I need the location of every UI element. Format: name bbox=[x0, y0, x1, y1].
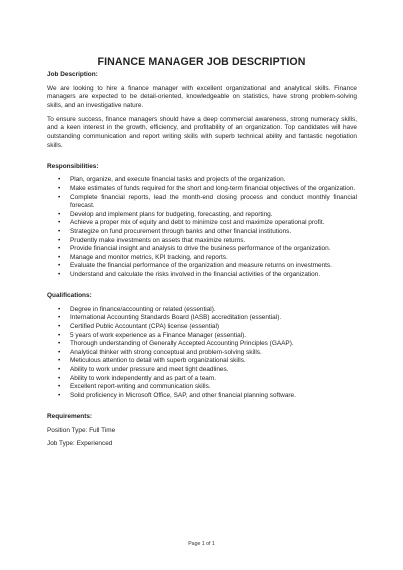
list-item: • Understand and calculate the risks involved in the financial activities of the organization. bbox=[70, 271, 357, 280]
responsibilities-list bbox=[47, 176, 357, 279]
job-type: Job Type: Experienced bbox=[47, 440, 113, 448]
list-item: • Thorough understanding of Generally Accepted Accounting Principles (GAAP). bbox=[70, 340, 357, 349]
list-item: • Analytical thinker with strong conceptual and problem-solving skills. bbox=[70, 349, 357, 358]
list-item: • Achieve a proper mix of equity and debt to minimize cost and maximize operational profit. bbox=[70, 219, 357, 228]
list-item: • Provide financial insight and analysis to drive the business performance of the organization. bbox=[70, 245, 357, 254]
page-number: Page 1 of 1 bbox=[188, 541, 215, 547]
list-item: • Certified Public Accountant (CPA) license (essential) bbox=[70, 323, 357, 332]
list-item: • Ability to work independently and as part of a team. bbox=[70, 375, 357, 384]
list-item: • Plan, organize, and execute financial tasks and projects of the organization. bbox=[70, 176, 357, 185]
document-title: FINANCE MANAGER JOB DESCRIPTION bbox=[97, 56, 306, 68]
list-item: • Meticulous attention to detail with superb organizational skills. bbox=[70, 357, 357, 366]
list-item: • International Accounting Standards Board (IASB) accreditation (essential). bbox=[70, 314, 357, 323]
job-description-heading: Job Description: bbox=[47, 71, 98, 78]
job-description-paragraph-2: To ensure success, finance managers should have a deep commercial awareness, strong numeracy skills, and a keen interest in the growth, efficiency, and profitability of an organization. Top candidates will have outstanding communication and report writing skills with superb technical ability and fantastic negotiation skills. bbox=[47, 115, 357, 149]
list-item: • Degree in finance/accounting or related (essential). bbox=[70, 306, 357, 315]
requirements-heading: Requirements: bbox=[47, 412, 93, 420]
qualifications-heading: Qualifications: bbox=[47, 292, 92, 300]
list-item: • Make estimates of funds required for the short and long-term financial objectives of the organization. bbox=[70, 185, 357, 194]
responsibilities-heading: Responsibilities: bbox=[47, 162, 99, 170]
list-item: • Develop and implement plans for budgeting, forecasting, and reporting. bbox=[70, 211, 357, 220]
list-item: • Evaluate the financial performance of the organization and measure returns on investments. bbox=[70, 262, 357, 271]
list-item: • Complete financial reports, lead the month-end closing process and conduct monthly financial forecast. bbox=[70, 194, 357, 211]
position-type: Position Type: Full Time bbox=[47, 426, 116, 434]
list-item: • Solid proficiency in Microsoft Office, SAP, and other financial planning software. bbox=[70, 392, 357, 401]
document-body bbox=[47, 71, 357, 449]
list-item: • Ability to work under pressure and meet tight deadlines. bbox=[70, 366, 357, 375]
list-item: • Manage and monitor metrics, KPI tracking, and reports. bbox=[70, 254, 357, 263]
list-item: • Strategize on fund procurement through banks and other financial institutions. bbox=[70, 228, 357, 237]
qualifications-list bbox=[47, 306, 357, 401]
list-item: • 5 years of work experience as a Finance Manager (essential). bbox=[70, 332, 357, 341]
job-description-paragraph-1: We are looking to hire a finance manager with excellent organizational and analytical skills. Finance managers are expected to be detail-oriented, knowledgeable on statistics, have strong problem-solving skills, and an investigative nature. bbox=[47, 84, 357, 109]
list-item: • Excellent report-writing and communication skills. bbox=[70, 383, 357, 392]
list-item: • Prudently make investments on assets that maximize returns. bbox=[70, 237, 357, 246]
